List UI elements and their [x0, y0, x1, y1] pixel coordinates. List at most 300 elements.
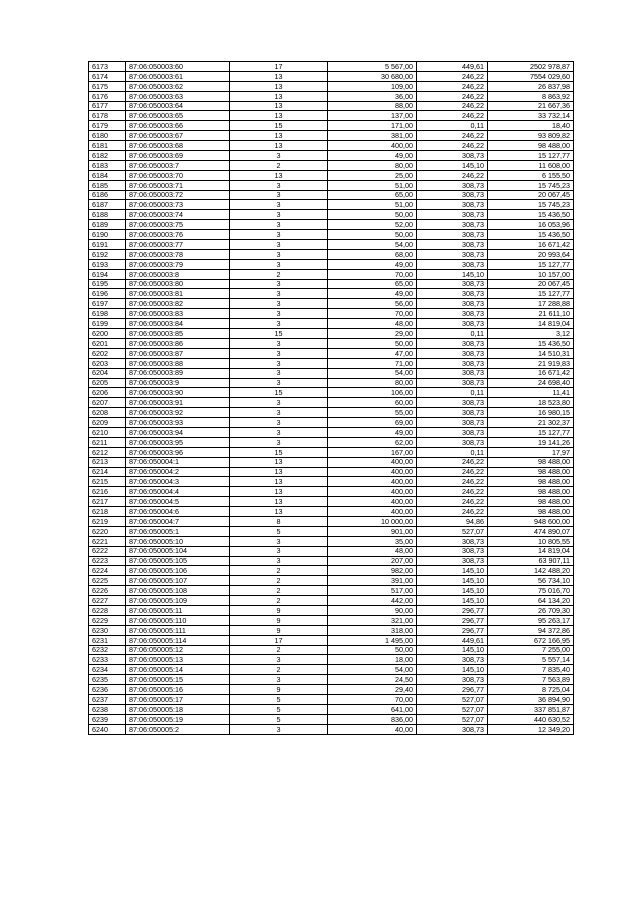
cadastral-value-cell: 98 488,00	[488, 487, 574, 497]
cadastral-number-cell: 87:06:050003:71	[126, 180, 230, 190]
cadastral-value-cell: 15 745,23	[488, 180, 574, 190]
specific-value-cell: 308,73	[417, 378, 488, 388]
table-row	[89, 358, 574, 368]
area-cell: 982,00	[328, 566, 417, 576]
table-row	[89, 170, 574, 180]
area-cell: 400,00	[328, 477, 417, 487]
cadastral-number-cell: 87:06:050004:7	[126, 516, 230, 526]
cadastral-number-cell: 87:06:050003:68	[126, 141, 230, 151]
row-number-cell: 6186	[89, 190, 126, 200]
group-code-cell: 2	[230, 566, 328, 576]
cadastral-value-cell: 98 488,00	[488, 457, 574, 467]
cadastral-value-cell: 15 436,50	[488, 230, 574, 240]
group-code-cell: 2	[230, 596, 328, 606]
row-number-cell: 6235	[89, 675, 126, 685]
cadastral-value-cell: 16 053,96	[488, 220, 574, 230]
table-row	[89, 437, 574, 447]
specific-value-cell: 145,10	[417, 269, 488, 279]
specific-value-cell: 308,73	[417, 437, 488, 447]
table-row	[89, 635, 574, 645]
table-row	[89, 665, 574, 675]
cadastral-value-cell: 21 302,37	[488, 418, 574, 428]
area-cell: 901,00	[328, 526, 417, 536]
cadastral-number-cell: 87:06:050003:76	[126, 230, 230, 240]
table-row	[89, 91, 574, 101]
group-code-cell: 13	[230, 71, 328, 81]
group-code-cell: 3	[230, 398, 328, 408]
specific-value-cell: 296,77	[417, 615, 488, 625]
area-cell: 442,00	[328, 596, 417, 606]
specific-value-cell: 308,73	[417, 190, 488, 200]
row-number-cell: 6222	[89, 546, 126, 556]
specific-value-cell: 145,10	[417, 566, 488, 576]
area-cell: 49,00	[328, 259, 417, 269]
area-cell: 71,00	[328, 358, 417, 368]
area-cell: 5 567,00	[328, 62, 417, 72]
cadastral-value-cell: 16 980,15	[488, 408, 574, 418]
table-row	[89, 259, 574, 269]
group-code-cell: 3	[230, 655, 328, 665]
table-row	[89, 240, 574, 250]
row-number-cell: 6238	[89, 704, 126, 714]
group-code-cell: 13	[230, 477, 328, 487]
cadastral-number-cell: 87:06:050005:108	[126, 586, 230, 596]
cadastral-number-cell: 87:06:050003:88	[126, 358, 230, 368]
row-number-cell: 6193	[89, 259, 126, 269]
specific-value-cell: 246,22	[417, 467, 488, 477]
specific-value-cell: 145,10	[417, 645, 488, 655]
cadastral-value-cell: 98 488,00	[488, 467, 574, 477]
row-number-cell: 6198	[89, 309, 126, 319]
specific-value-cell: 308,73	[417, 259, 488, 269]
area-cell: 517,00	[328, 586, 417, 596]
specific-value-cell: 296,77	[417, 625, 488, 635]
row-number-cell: 6206	[89, 388, 126, 398]
specific-value-cell: 527,07	[417, 714, 488, 724]
specific-value-cell: 308,73	[417, 655, 488, 665]
area-cell: 207,00	[328, 556, 417, 566]
group-code-cell: 3	[230, 180, 328, 190]
table-row	[89, 289, 574, 299]
specific-value-cell: 145,10	[417, 665, 488, 675]
table-row	[89, 338, 574, 348]
specific-value-cell: 296,77	[417, 605, 488, 615]
cadastral-value-cell: 24 698,40	[488, 378, 574, 388]
specific-value-cell: 246,22	[417, 91, 488, 101]
table-row	[89, 714, 574, 724]
specific-value-cell: 308,73	[417, 309, 488, 319]
cadastral-value-cell: 21 667,36	[488, 101, 574, 111]
area-cell: 109,00	[328, 81, 417, 91]
cadastral-value-cell: 8 863,92	[488, 91, 574, 101]
group-code-cell: 2	[230, 160, 328, 170]
specific-value-cell: 308,73	[417, 240, 488, 250]
group-code-cell: 13	[230, 467, 328, 477]
cadastral-value-cell: 337 851,87	[488, 704, 574, 714]
cadastral-number-cell: 87:06:050003:96	[126, 447, 230, 457]
cadastral-value-cell: 474 890,07	[488, 526, 574, 536]
table-row	[89, 190, 574, 200]
group-code-cell: 3	[230, 190, 328, 200]
group-code-cell: 13	[230, 497, 328, 507]
row-number-cell: 6237	[89, 695, 126, 705]
table-row	[89, 615, 574, 625]
cadastral-value-cell: 36 894,90	[488, 695, 574, 705]
cadastral-number-cell: 87:06:050003:8	[126, 269, 230, 279]
row-number-cell: 6231	[89, 635, 126, 645]
cadastral-number-cell: 87:06:050003:67	[126, 131, 230, 141]
row-number-cell: 6215	[89, 477, 126, 487]
specific-value-cell: 308,73	[417, 546, 488, 556]
cadastral-number-cell: 87:06:050003:69	[126, 151, 230, 161]
table-row	[89, 487, 574, 497]
cadastral-number-cell: 87:06:050004:5	[126, 497, 230, 507]
area-cell: 10 000,00	[328, 516, 417, 526]
group-code-cell: 2	[230, 269, 328, 279]
area-cell: 318,00	[328, 625, 417, 635]
row-number-cell: 6211	[89, 437, 126, 447]
group-code-cell: 15	[230, 121, 328, 131]
table-row	[89, 210, 574, 220]
cadastral-number-cell: 87:06:050003:64	[126, 101, 230, 111]
area-cell: 70,00	[328, 695, 417, 705]
cadastral-number-cell: 87:06:050005:15	[126, 675, 230, 685]
cadastral-value-cell: 7 255,00	[488, 645, 574, 655]
cadastral-value-cell: 15 436,50	[488, 338, 574, 348]
cadastral-value-cell: 21 919,83	[488, 358, 574, 368]
cadastral-value-cell: 98 488,00	[488, 141, 574, 151]
cadastral-number-cell: 87:06:050003:79	[126, 259, 230, 269]
group-code-cell: 13	[230, 111, 328, 121]
specific-value-cell: 308,73	[417, 279, 488, 289]
cadastral-number-cell: 87:06:050005:1	[126, 526, 230, 536]
table-row	[89, 111, 574, 121]
group-code-cell: 15	[230, 329, 328, 339]
specific-value-cell: 246,22	[417, 131, 488, 141]
group-code-cell: 3	[230, 556, 328, 566]
area-cell: 70,00	[328, 269, 417, 279]
cadastral-number-cell: 87:06:050003:78	[126, 249, 230, 259]
cadastral-value-cell: 7554 029,60	[488, 71, 574, 81]
group-code-cell: 15	[230, 447, 328, 457]
table-row	[89, 131, 574, 141]
area-cell: 400,00	[328, 487, 417, 497]
cadastral-number-cell: 87:06:050005:10	[126, 536, 230, 546]
area-cell: 54,00	[328, 665, 417, 675]
area-cell: 40,00	[328, 724, 417, 734]
area-cell: 171,00	[328, 121, 417, 131]
area-cell: 391,00	[328, 576, 417, 586]
group-code-cell: 3	[230, 338, 328, 348]
group-code-cell: 3	[230, 309, 328, 319]
specific-value-cell: 308,73	[417, 348, 488, 358]
specific-value-cell: 308,73	[417, 180, 488, 190]
group-code-cell: 13	[230, 457, 328, 467]
row-number-cell: 6240	[89, 724, 126, 734]
cadastral-number-cell: 87:06:050004:4	[126, 487, 230, 497]
row-number-cell: 6200	[89, 329, 126, 339]
row-number-cell: 6189	[89, 220, 126, 230]
cadastral-value-cell: 98 488,00	[488, 497, 574, 507]
area-cell: 400,00	[328, 467, 417, 477]
cadastral-value-cell: 17,97	[488, 447, 574, 457]
row-number-cell: 6232	[89, 645, 126, 655]
area-cell: 381,00	[328, 131, 417, 141]
specific-value-cell: 308,73	[417, 675, 488, 685]
row-number-cell: 6210	[89, 427, 126, 437]
area-cell: 88,00	[328, 101, 417, 111]
cadastral-number-cell: 87:06:050005:17	[126, 695, 230, 705]
specific-value-cell: 296,77	[417, 685, 488, 695]
specific-value-cell: 246,22	[417, 81, 488, 91]
row-number-cell: 6216	[89, 487, 126, 497]
row-number-cell: 6220	[89, 526, 126, 536]
row-number-cell: 6236	[89, 685, 126, 695]
area-cell: 56,00	[328, 299, 417, 309]
cadastral-number-cell: 87:06:050005:111	[126, 625, 230, 635]
group-code-cell: 13	[230, 81, 328, 91]
table-row	[89, 625, 574, 635]
cadastral-value-cell: 11,41	[488, 388, 574, 398]
area-cell: 836,00	[328, 714, 417, 724]
cadastral-number-cell: 87:06:050003:90	[126, 388, 230, 398]
row-number-cell: 6202	[89, 348, 126, 358]
cadastral-value-cell: 63 907,11	[488, 556, 574, 566]
group-code-cell: 3	[230, 675, 328, 685]
row-number-cell: 6207	[89, 398, 126, 408]
specific-value-cell: 308,73	[417, 289, 488, 299]
row-number-cell: 6195	[89, 279, 126, 289]
row-number-cell: 6185	[89, 180, 126, 190]
table-row	[89, 279, 574, 289]
cadastral-value-cell: 10 157,00	[488, 269, 574, 279]
cadastral-value-cell: 15 436,50	[488, 210, 574, 220]
area-cell: 80,00	[328, 378, 417, 388]
row-number-cell: 6228	[89, 605, 126, 615]
area-cell: 69,00	[328, 418, 417, 428]
table-row	[89, 546, 574, 556]
table-row	[89, 160, 574, 170]
group-code-cell: 2	[230, 665, 328, 675]
area-cell: 65,00	[328, 190, 417, 200]
table-row	[89, 477, 574, 487]
cadastral-number-cell: 87:06:050004:1	[126, 457, 230, 467]
table-row	[89, 319, 574, 329]
cadastral-number-cell: 87:06:050005:106	[126, 566, 230, 576]
area-cell: 50,00	[328, 645, 417, 655]
group-code-cell: 2	[230, 645, 328, 655]
area-cell: 35,00	[328, 536, 417, 546]
table-row	[89, 249, 574, 259]
table-row	[89, 675, 574, 685]
row-number-cell: 6223	[89, 556, 126, 566]
table-row	[89, 180, 574, 190]
row-number-cell: 6226	[89, 586, 126, 596]
area-cell: 49,00	[328, 427, 417, 437]
group-code-cell: 3	[230, 230, 328, 240]
row-number-cell: 6176	[89, 91, 126, 101]
specific-value-cell: 246,22	[417, 457, 488, 467]
cadastral-value-cell: 16 671,42	[488, 368, 574, 378]
row-number-cell: 6239	[89, 714, 126, 724]
row-number-cell: 6199	[89, 319, 126, 329]
table-row	[89, 596, 574, 606]
cadastral-value-cell: 20 067,45	[488, 279, 574, 289]
group-code-cell: 3	[230, 418, 328, 428]
table-row	[89, 388, 574, 398]
group-code-cell: 13	[230, 487, 328, 497]
table-row	[89, 447, 574, 457]
table-row	[89, 71, 574, 81]
cadastral-value-cell: 3,12	[488, 329, 574, 339]
group-code-cell: 15	[230, 388, 328, 398]
specific-value-cell: 308,73	[417, 556, 488, 566]
table-row	[89, 645, 574, 655]
row-number-cell: 6201	[89, 338, 126, 348]
cadastral-value-cell: 948 600,00	[488, 516, 574, 526]
cadastral-value-cell: 11 608,00	[488, 160, 574, 170]
cadastral-value-cell: 142 488,20	[488, 566, 574, 576]
group-code-cell: 9	[230, 625, 328, 635]
row-number-cell: 6177	[89, 101, 126, 111]
row-number-cell: 6205	[89, 378, 126, 388]
row-number-cell: 6233	[89, 655, 126, 665]
cadastral-number-cell: 87:06:050003:80	[126, 279, 230, 289]
specific-value-cell: 308,73	[417, 151, 488, 161]
table-row	[89, 230, 574, 240]
area-cell: 641,00	[328, 704, 417, 714]
area-cell: 29,00	[328, 329, 417, 339]
cadastral-value-cell: 20 993,64	[488, 249, 574, 259]
table-row	[89, 427, 574, 437]
table-row	[89, 329, 574, 339]
cadastral-number-cell: 87:06:050005:110	[126, 615, 230, 625]
area-cell: 400,00	[328, 507, 417, 517]
cadastral-value-cell: 21 611,10	[488, 309, 574, 319]
specific-value-cell: 308,73	[417, 249, 488, 259]
cadastral-number-cell: 87:06:050003:89	[126, 368, 230, 378]
row-number-cell: 6184	[89, 170, 126, 180]
cadastral-value-cell: 672 166,95	[488, 635, 574, 645]
area-cell: 55,00	[328, 408, 417, 418]
cadastral-number-cell: 87:06:050003:77	[126, 240, 230, 250]
specific-value-cell: 308,73	[417, 536, 488, 546]
cadastral-value-cell: 15 745,23	[488, 200, 574, 210]
table-row	[89, 467, 574, 477]
area-cell: 24,50	[328, 675, 417, 685]
area-cell: 1 495,00	[328, 635, 417, 645]
specific-value-cell: 308,73	[417, 299, 488, 309]
cadastral-value-cell: 95 263,17	[488, 615, 574, 625]
group-code-cell: 2	[230, 586, 328, 596]
group-code-cell: 5	[230, 695, 328, 705]
cadastral-value-cell: 8 725,04	[488, 685, 574, 695]
specific-value-cell: 308,73	[417, 368, 488, 378]
cadastral-number-cell: 87:06:050005:109	[126, 596, 230, 606]
group-code-cell: 13	[230, 507, 328, 517]
row-number-cell: 6212	[89, 447, 126, 457]
cadastral-value-cell: 15 127,77	[488, 259, 574, 269]
group-code-cell: 13	[230, 101, 328, 111]
specific-value-cell: 145,10	[417, 160, 488, 170]
group-code-cell: 9	[230, 605, 328, 615]
cadastral-number-cell: 87:06:050003:72	[126, 190, 230, 200]
specific-value-cell: 449,61	[417, 635, 488, 645]
group-code-cell: 17	[230, 635, 328, 645]
group-code-cell: 3	[230, 408, 328, 418]
specific-value-cell: 0,11	[417, 388, 488, 398]
cadastral-number-cell: 87:06:050003:84	[126, 319, 230, 329]
cadastral-value-table	[88, 61, 574, 735]
group-code-cell: 3	[230, 319, 328, 329]
specific-value-cell: 308,73	[417, 724, 488, 734]
row-number-cell: 6178	[89, 111, 126, 121]
specific-value-cell: 145,10	[417, 596, 488, 606]
group-code-cell: 2	[230, 576, 328, 586]
specific-value-cell: 308,73	[417, 220, 488, 230]
specific-value-cell: 308,73	[417, 418, 488, 428]
cadastral-number-cell: 87:06:050005:104	[126, 546, 230, 556]
cadastral-value-cell: 16 671,42	[488, 240, 574, 250]
row-number-cell: 6218	[89, 507, 126, 517]
cadastral-value-cell: 98 488,00	[488, 477, 574, 487]
cadastral-value-cell: 7 563,89	[488, 675, 574, 685]
cadastral-value-cell: 64 134,20	[488, 596, 574, 606]
cadastral-number-cell: 87:06:050003:95	[126, 437, 230, 447]
cadastral-value-cell: 93 809,82	[488, 131, 574, 141]
cadastral-value-cell: 94 372,86	[488, 625, 574, 635]
cadastral-value-cell: 75 016,70	[488, 586, 574, 596]
cadastral-value-cell: 14 819,04	[488, 546, 574, 556]
cadastral-value-cell: 33 732,14	[488, 111, 574, 121]
cadastral-number-cell: 87:06:050003:73	[126, 200, 230, 210]
cadastral-number-cell: 87:06:050005:12	[126, 645, 230, 655]
table-row	[89, 141, 574, 151]
area-cell: 30 680,00	[328, 71, 417, 81]
area-cell: 80,00	[328, 160, 417, 170]
table-row	[89, 408, 574, 418]
area-cell: 49,00	[328, 151, 417, 161]
row-number-cell: 6225	[89, 576, 126, 586]
table-row	[89, 121, 574, 131]
specific-value-cell: 308,73	[417, 200, 488, 210]
specific-value-cell: 0,11	[417, 447, 488, 457]
cadastral-value-cell: 440 630,52	[488, 714, 574, 724]
cadastral-value-cell: 12 349,20	[488, 724, 574, 734]
cadastral-value-cell: 19 141,26	[488, 437, 574, 447]
row-number-cell: 6227	[89, 596, 126, 606]
cadastral-number-cell: 87:06:050005:105	[126, 556, 230, 566]
table-row	[89, 418, 574, 428]
table-row	[89, 507, 574, 517]
row-number-cell: 6196	[89, 289, 126, 299]
group-code-cell: 3	[230, 546, 328, 556]
cadastral-number-cell: 87:06:050005:114	[126, 635, 230, 645]
specific-value-cell: 0,11	[417, 329, 488, 339]
cadastral-number-cell: 87:06:050005:2	[126, 724, 230, 734]
cadastral-value-cell: 15 127,77	[488, 289, 574, 299]
row-number-cell: 6204	[89, 368, 126, 378]
specific-value-cell: 449,61	[417, 62, 488, 72]
group-code-cell: 3	[230, 200, 328, 210]
table-row	[89, 101, 574, 111]
cadastral-number-cell: 87:06:050003:60	[126, 62, 230, 72]
specific-value-cell: 308,73	[417, 398, 488, 408]
cadastral-number-cell: 87:06:050005:18	[126, 704, 230, 714]
table-row	[89, 62, 574, 72]
table-row	[89, 516, 574, 526]
row-number-cell: 6190	[89, 230, 126, 240]
